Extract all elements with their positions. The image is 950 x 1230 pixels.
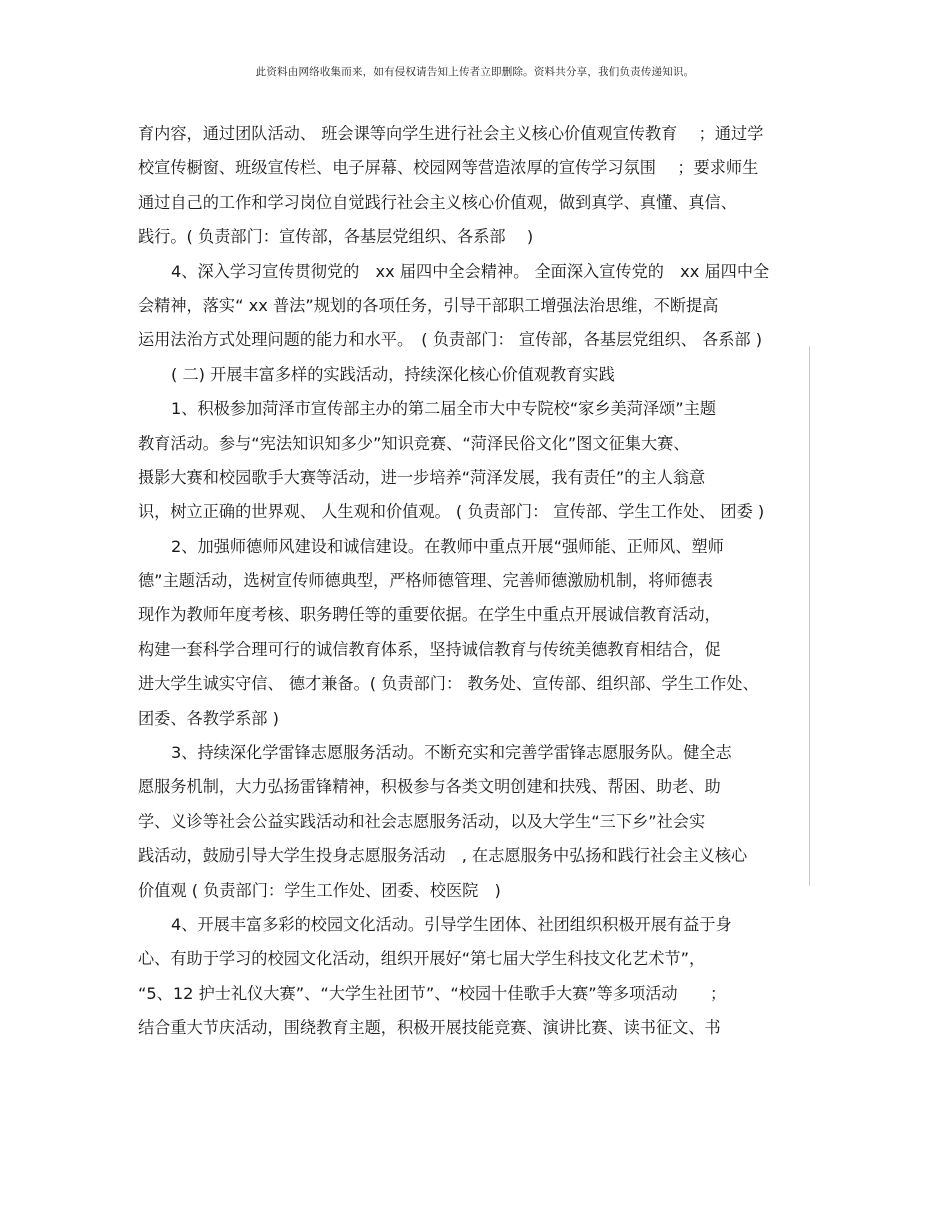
text-line: 运用法治方式处理问题的能力和水平。 ( 负责部门： 宣传部，各基层党组织、 各系部 ) — [138, 330, 763, 350]
text-line: 摄影大赛和校园歌手大赛等活动，进一步培养“菏泽发展，我有责任”的主人翁意 — [138, 467, 706, 487]
text-line: 现作为教师年度考核、职务聘任等的重要依据。在学生中重点开展诚信教育活动， — [138, 605, 721, 625]
text-line: “5、12 护士礼仪大赛”、“大学生社团节”、“校园十佳歌手大赛”等多项活动 ； — [138, 983, 727, 1003]
text-line: 构建一套科学合理可行的诚信教育体系，坚持诚信教育与传统美德教育相结合，促 — [138, 639, 721, 659]
text-line: 践行。( 负责部门：宣传部，各基层党组织、各系部 ) — [138, 227, 534, 247]
text-line: 会精神，落实“ xx 普法”规划的各项任务，引导干部职工增强法治思维，不断提高 — [138, 295, 719, 315]
text-line: 价值观 ( 负责部门：学生工作处、团委、校医院 ) — [138, 880, 501, 900]
text-line: 学、义诊等社会公益实践活动和社会志愿服务活动，以及大学生“三下乡”社会实 — [138, 811, 706, 831]
text-line: 心、有助于学习的校园文化活动，组织开展好“第七届大学生科技文化艺术节”， — [138, 949, 706, 969]
text-line: 愿服务机制，大力弘扬雷锋精神，积极参与各类文明创建和扶残、帮困、助老、助 — [138, 777, 721, 797]
text-line: 团委、各教学系部 ) — [138, 708, 279, 728]
text-line: 德”主题活动，选树宣传师德典型，严格师德管理、完善师德激励机制，将师德表 — [138, 571, 713, 591]
paragraph-start: 2、加强师德师风建设和诚信建设。在教师中重点开展“强师能、正师风、塑师 — [171, 536, 724, 556]
text-line: 识，树立正确的世界观、 人生观和价值观。 ( 负责部门： 宣传部、学生工作处、 团委 ) — [138, 502, 765, 522]
text-line: 进大学生诚实守信、 德才兼备。( 负责部门： 教务处、宣传部、组织部、学生工作处、 — [138, 674, 759, 694]
paragraph-start: 4、深入学习宣传贯彻党的 xx 届四中全会精神。 全面深入宣传党的 xx 届四中全 — [171, 261, 770, 281]
text-line: 践活动，鼓励引导大学生投身志愿服务活动 , 在志愿服务中弘扬和践行社会主义核心 — [138, 846, 748, 866]
body-text — [138, 117, 810, 1046]
paragraph-start: 3、持续深化学雷锋志愿服务活动。不断充实和完善学雷锋志愿服务队。健全志 — [171, 743, 732, 763]
header-disclaimer: 此资料由网络收集而来，如有侵权请告知上传者立即删除。资料共分享，我们负责传递知识。 — [255, 66, 695, 78]
text-line: 育内容，通过团队活动、 班会课等向学生进行社会主义核心价值观宣传教育 ；通过学 — [138, 124, 764, 143]
text-line: 校宣传橱窗、班级宣传栏、电子屏幕、校园网等营造浓厚的宣传学习氛围 ；要求师生 — [138, 158, 759, 178]
text-line: 通过自己的工作和学习岗位自觉践行社会主义核心价值观，做到真学、真懂、真信、 — [138, 192, 737, 212]
text-line: 结合重大节庆活动，围绕教育主题，积极开展技能竞赛、演讲比赛、读书征文、书 — [138, 1018, 721, 1038]
text-line: 教育活动。参与“宪法知识知多少”知识竞赛、“菏泽民俗文化”图文征集大赛、 — [138, 433, 690, 453]
paragraph-start: 4、开展丰富多彩的校园文化活动。引导学生团体、社团组织积极开展有益于身 — [171, 914, 732, 934]
section-heading: ( 二) 开展丰富多样的实践活动，持续深化核心价值观教育实践 — [171, 364, 615, 384]
paragraph-start: 1、积极参加菏泽市宣传部主办的第二届全市大中专院校“家乡美菏泽颂”主题 — [171, 399, 717, 419]
